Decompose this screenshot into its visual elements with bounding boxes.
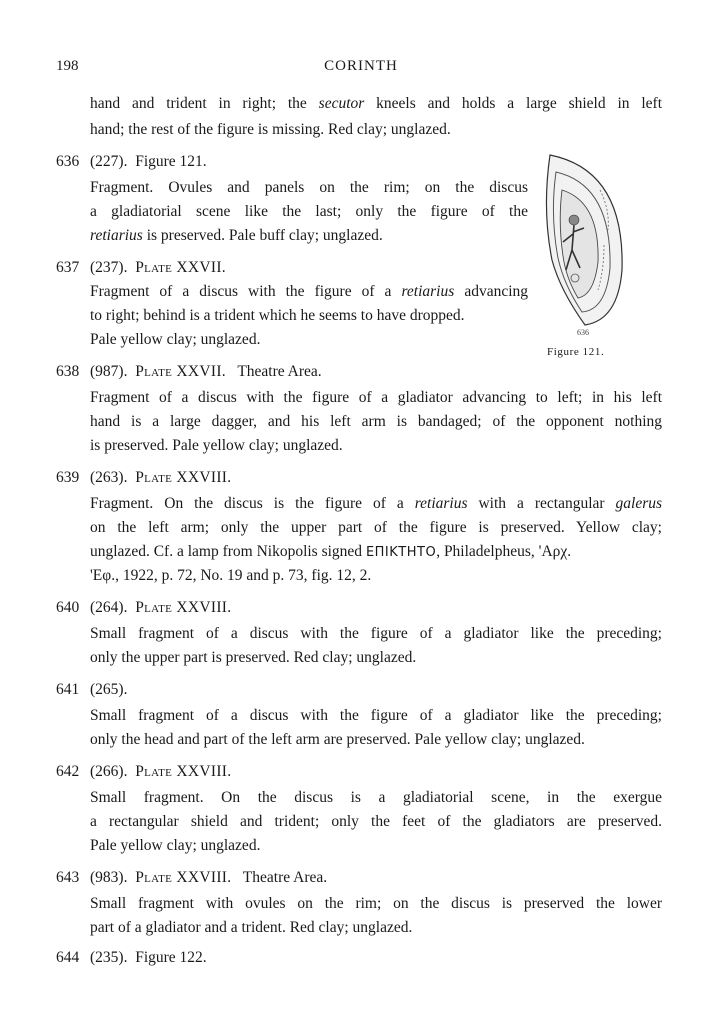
intro-line-2: hand; the rest of the figure is missing. Red clay; unglazed. [90,121,451,138]
entry-number: 638 [56,363,80,380]
entry-text: unglazed. Cf. a lamp from Nikopolis signed ΕΠΙΚΤΗΤΟ, Philadelpheus, 'Αρχ. [90,543,572,560]
entry-text: Fragment. Ovules and panels on the rim; on the discus [90,179,528,196]
entry-text: Fragment of a discus with the figure of a gladiator advancing to left; in his left [90,389,662,406]
entry-heading: (227). Figure 121. [90,153,207,170]
entry-heading: (237). Plate XXVII. [90,259,226,276]
entry-text: only the upper part is preserved. Red clay; unglazed. [90,649,417,666]
entry-number: 643 [56,869,80,886]
entry-text: 'Εφ., 1922, p. 72, No. 19 and p. 73, fig. 12, 2. [90,567,372,584]
entry-text: on the left arm; only the upper part of the figure is preserved. Yellow clay; [90,519,662,536]
page-number: 198 [56,58,79,74]
greek-inscription: ΕΠΙΚΤΗΤΟ [365,545,437,560]
entry-text: Small fragment of a discus with the figure of a gladiator like the preceding; [90,707,662,724]
entry-number: 637 [56,259,80,276]
entry-heading: (235). Figure 122. [90,949,207,966]
entry-text: part of a gladiator and a trident. Red clay; unglazed. [90,919,413,936]
entry-text: Fragment. On the discus is the figure of a retiarius with a rectangular galerus [90,495,663,512]
entry-number: 641 [56,681,80,698]
entry-heading: (987). Plate XXVII. Theatre Area. [90,363,322,380]
entry-text: a gladiatorial scene like the last; only the figure of the [90,203,528,220]
running-title: CORINTH [324,58,398,74]
entry-number: 640 [56,599,80,616]
entry-heading: (263). Plate XXVIII. [90,469,232,486]
entry-text: only the head and part of the left arm are preserved. Pale yellow clay; unglazed. [90,731,585,748]
entry-number: 642 [56,763,80,780]
entry-text: Pale yellow clay; unglazed. [90,837,261,854]
entry-text: Small fragment with ovules on the rim; on the discus is preserved the lower [90,895,662,912]
page-header [56,58,666,80]
figure-caption: Figure 121. [547,346,605,358]
entry-text: is preserved. Pale yellow clay; unglazed. [90,437,343,454]
entry-heading: (265). [90,681,128,698]
entry-text: Pale yellow clay; unglazed. [90,331,261,348]
entry-text: a rectangular shield and trident; only the feet of the gladiators are preserved. [90,813,662,830]
entry-text: retiarius is preserved. Pale buff clay; unglazed. [90,227,383,244]
entry-text: Fragment of a discus with the figure of a retiarius advancing [90,283,529,300]
intro-line-1: hand and trident in right; the secutor kneels and holds a large shield in left [90,95,663,112]
entry-text: hand is a large dagger, and his left arm is bandaged; of the opponent nothing [90,413,662,430]
entry-heading: (264). Plate XXVIII. [90,599,232,616]
entry-heading: (983). Plate XXVIII. Theatre Area. [90,869,328,886]
entry-heading: (266). Plate XXVIII. [90,763,232,780]
entry-text: to right; behind is a trident which he seems to have dropped. [90,307,465,324]
entry-number: 644 [56,949,80,966]
entry-number: 636 [56,153,80,170]
entry-text: Small fragment of a discus with the figure of a gladiator like the preceding; [90,625,662,642]
figure-item-number: 636 [577,328,589,337]
entry-number: 639 [56,469,80,486]
entry-text: Small fragment. On the discus is a gladiatorial scene, in the exergue [90,789,662,806]
